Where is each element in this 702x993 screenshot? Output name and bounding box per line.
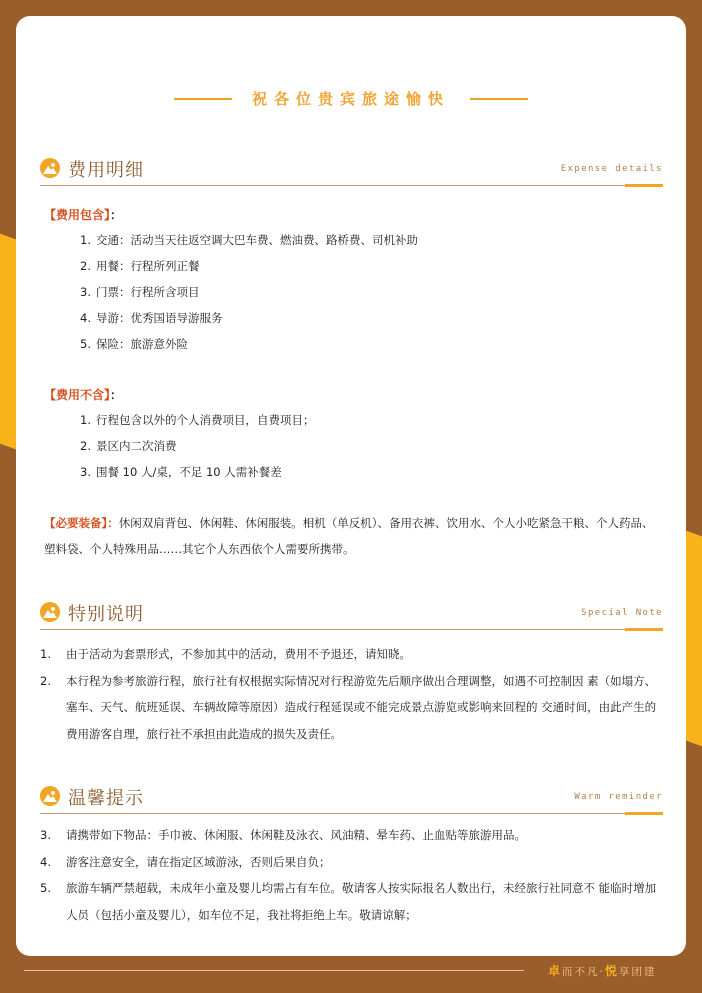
included-label-text: 【费用包含】 <box>44 208 111 222</box>
list-item <box>80 407 315 433</box>
section-rule <box>40 813 663 814</box>
item-number: 1. <box>40 647 51 661</box>
item-text: 景区内二次消费 <box>96 439 177 453</box>
list-item <box>80 227 418 253</box>
item-number: 5. <box>40 881 51 895</box>
list-item <box>40 822 664 849</box>
list-item <box>80 433 315 459</box>
list-item <box>40 875 664 928</box>
excluded-label <box>44 386 122 403</box>
section-accent <box>625 184 663 187</box>
special-notes-list <box>40 641 664 747</box>
item-text: 门票：行程所含项目 <box>96 285 200 299</box>
footer-rule <box>24 970 524 971</box>
section-rule <box>40 629 663 630</box>
item-number: 3. <box>40 828 51 842</box>
section-warm-header <box>40 784 663 818</box>
list-item <box>80 253 418 279</box>
list-item <box>80 331 418 357</box>
section-title: 温馨提示 <box>68 788 144 809</box>
item-number: 2. <box>40 673 51 688</box>
section-rule <box>40 185 663 186</box>
equipment-paragraph <box>44 510 664 562</box>
excluded-label-colon: ： <box>110 388 123 402</box>
footer-char: 悦 <box>604 964 619 978</box>
item-number: 1. <box>80 233 91 247</box>
list-item <box>80 279 418 305</box>
list-item <box>40 641 664 668</box>
footer-slogan <box>548 962 656 979</box>
included-label-colon: ： <box>110 208 123 222</box>
section-accent <box>625 628 663 631</box>
item-text: 本行程为参考旅游行程，旅行社有权根据实际情况对行程游览先后顺序做出合理调整，如遇不可控制因 素（如塌方、塞车、天气、航班延误、车辆故障等原因）造成行程延误或不能完成景点游览或影响来回程的 交通时间，由此产生的费用游客自理，旅行社不承担由此造成的损失及责任。 <box>66 673 657 741</box>
item-text: 围餐 10 人/桌，不足 10 人需补餐差 <box>96 465 282 479</box>
item-number: 1. <box>80 413 91 427</box>
content-card <box>16 16 686 956</box>
list-item <box>80 305 418 331</box>
section-accent <box>625 812 663 815</box>
item-text: 旅游车辆严禁超载，未成年小童及婴儿均需占有车位。敬请客人按实际报名人数出行，未经旅行社同意不 能临时增加人员（包括小童及婴儿），如车位不足，我社将拒绝上车。敬请谅解； <box>66 881 657 922</box>
item-text: 保险：旅游意外险 <box>96 337 188 351</box>
item-text: 游客注意安全，请在指定区域游泳，否则后果自负； <box>66 854 331 869</box>
banner-right-line <box>470 98 528 100</box>
section-title: 特别说明 <box>68 604 144 625</box>
item-number: 4. <box>80 311 91 325</box>
section-subtitle: Special Note <box>581 608 663 618</box>
mountain-sun-icon <box>40 602 60 622</box>
warm-notes-list <box>40 822 664 928</box>
section-special-header <box>40 600 663 634</box>
item-number: 5. <box>80 337 91 351</box>
item-text: 导游：优秀国语导游服务 <box>96 311 223 325</box>
item-number: 2. <box>80 439 91 453</box>
mountain-sun-icon <box>40 158 60 178</box>
item-text: 交通：活动当天往返空调大巴车费、燃油费、路桥费、司机补助 <box>96 233 418 247</box>
included-list <box>80 227 418 357</box>
list-item <box>40 849 664 876</box>
mountain-sun-icon <box>40 786 60 806</box>
item-number: 2. <box>80 259 91 273</box>
footer-text: 享团建 <box>618 966 657 978</box>
footer-char: 卓 <box>548 964 563 978</box>
item-text: 请携带如下物品：手巾被、休闲服、休闲鞋及泳衣、风油精、晕车药、止血贴等旅游用品。 <box>66 828 526 842</box>
excluded-label-text: 【费用不含】 <box>44 388 111 402</box>
banner-text: 祝各位贵宾旅途愉快 <box>251 90 450 108</box>
item-text: 行程包含以外的个人消费项目，自费项目； <box>96 413 315 427</box>
section-subtitle: Expense details <box>560 164 663 174</box>
footer-text: 而不凡· <box>562 966 605 978</box>
list-item <box>80 459 315 485</box>
included-label <box>44 206 122 223</box>
equipment-label: 【必要装备】： <box>44 516 119 530</box>
item-number: 4. <box>40 854 51 869</box>
item-number: 3. <box>80 465 91 479</box>
banner-left-line <box>174 98 232 100</box>
list-item <box>40 668 664 748</box>
section-title: 费用明细 <box>68 160 144 181</box>
equipment-text: 休闲双肩背包、休闲鞋、休闲服装。相机（单反机）、备用衣裤、饮用水、个人小吃紧急干粮、个人药品、塑料袋、个人特殊用品……其它个人东西依个人需要所携带。 <box>44 516 654 556</box>
item-text: 由于活动为套票形式，不参加其中的活动，费用不予退还，请知晓。 <box>66 647 411 661</box>
item-number: 3. <box>80 285 91 299</box>
section-fees-header <box>40 156 663 190</box>
banner <box>16 88 686 109</box>
excluded-list <box>80 407 315 485</box>
section-subtitle: Warm reminder <box>574 792 663 802</box>
item-text: 用餐：行程所列正餐 <box>96 259 200 273</box>
